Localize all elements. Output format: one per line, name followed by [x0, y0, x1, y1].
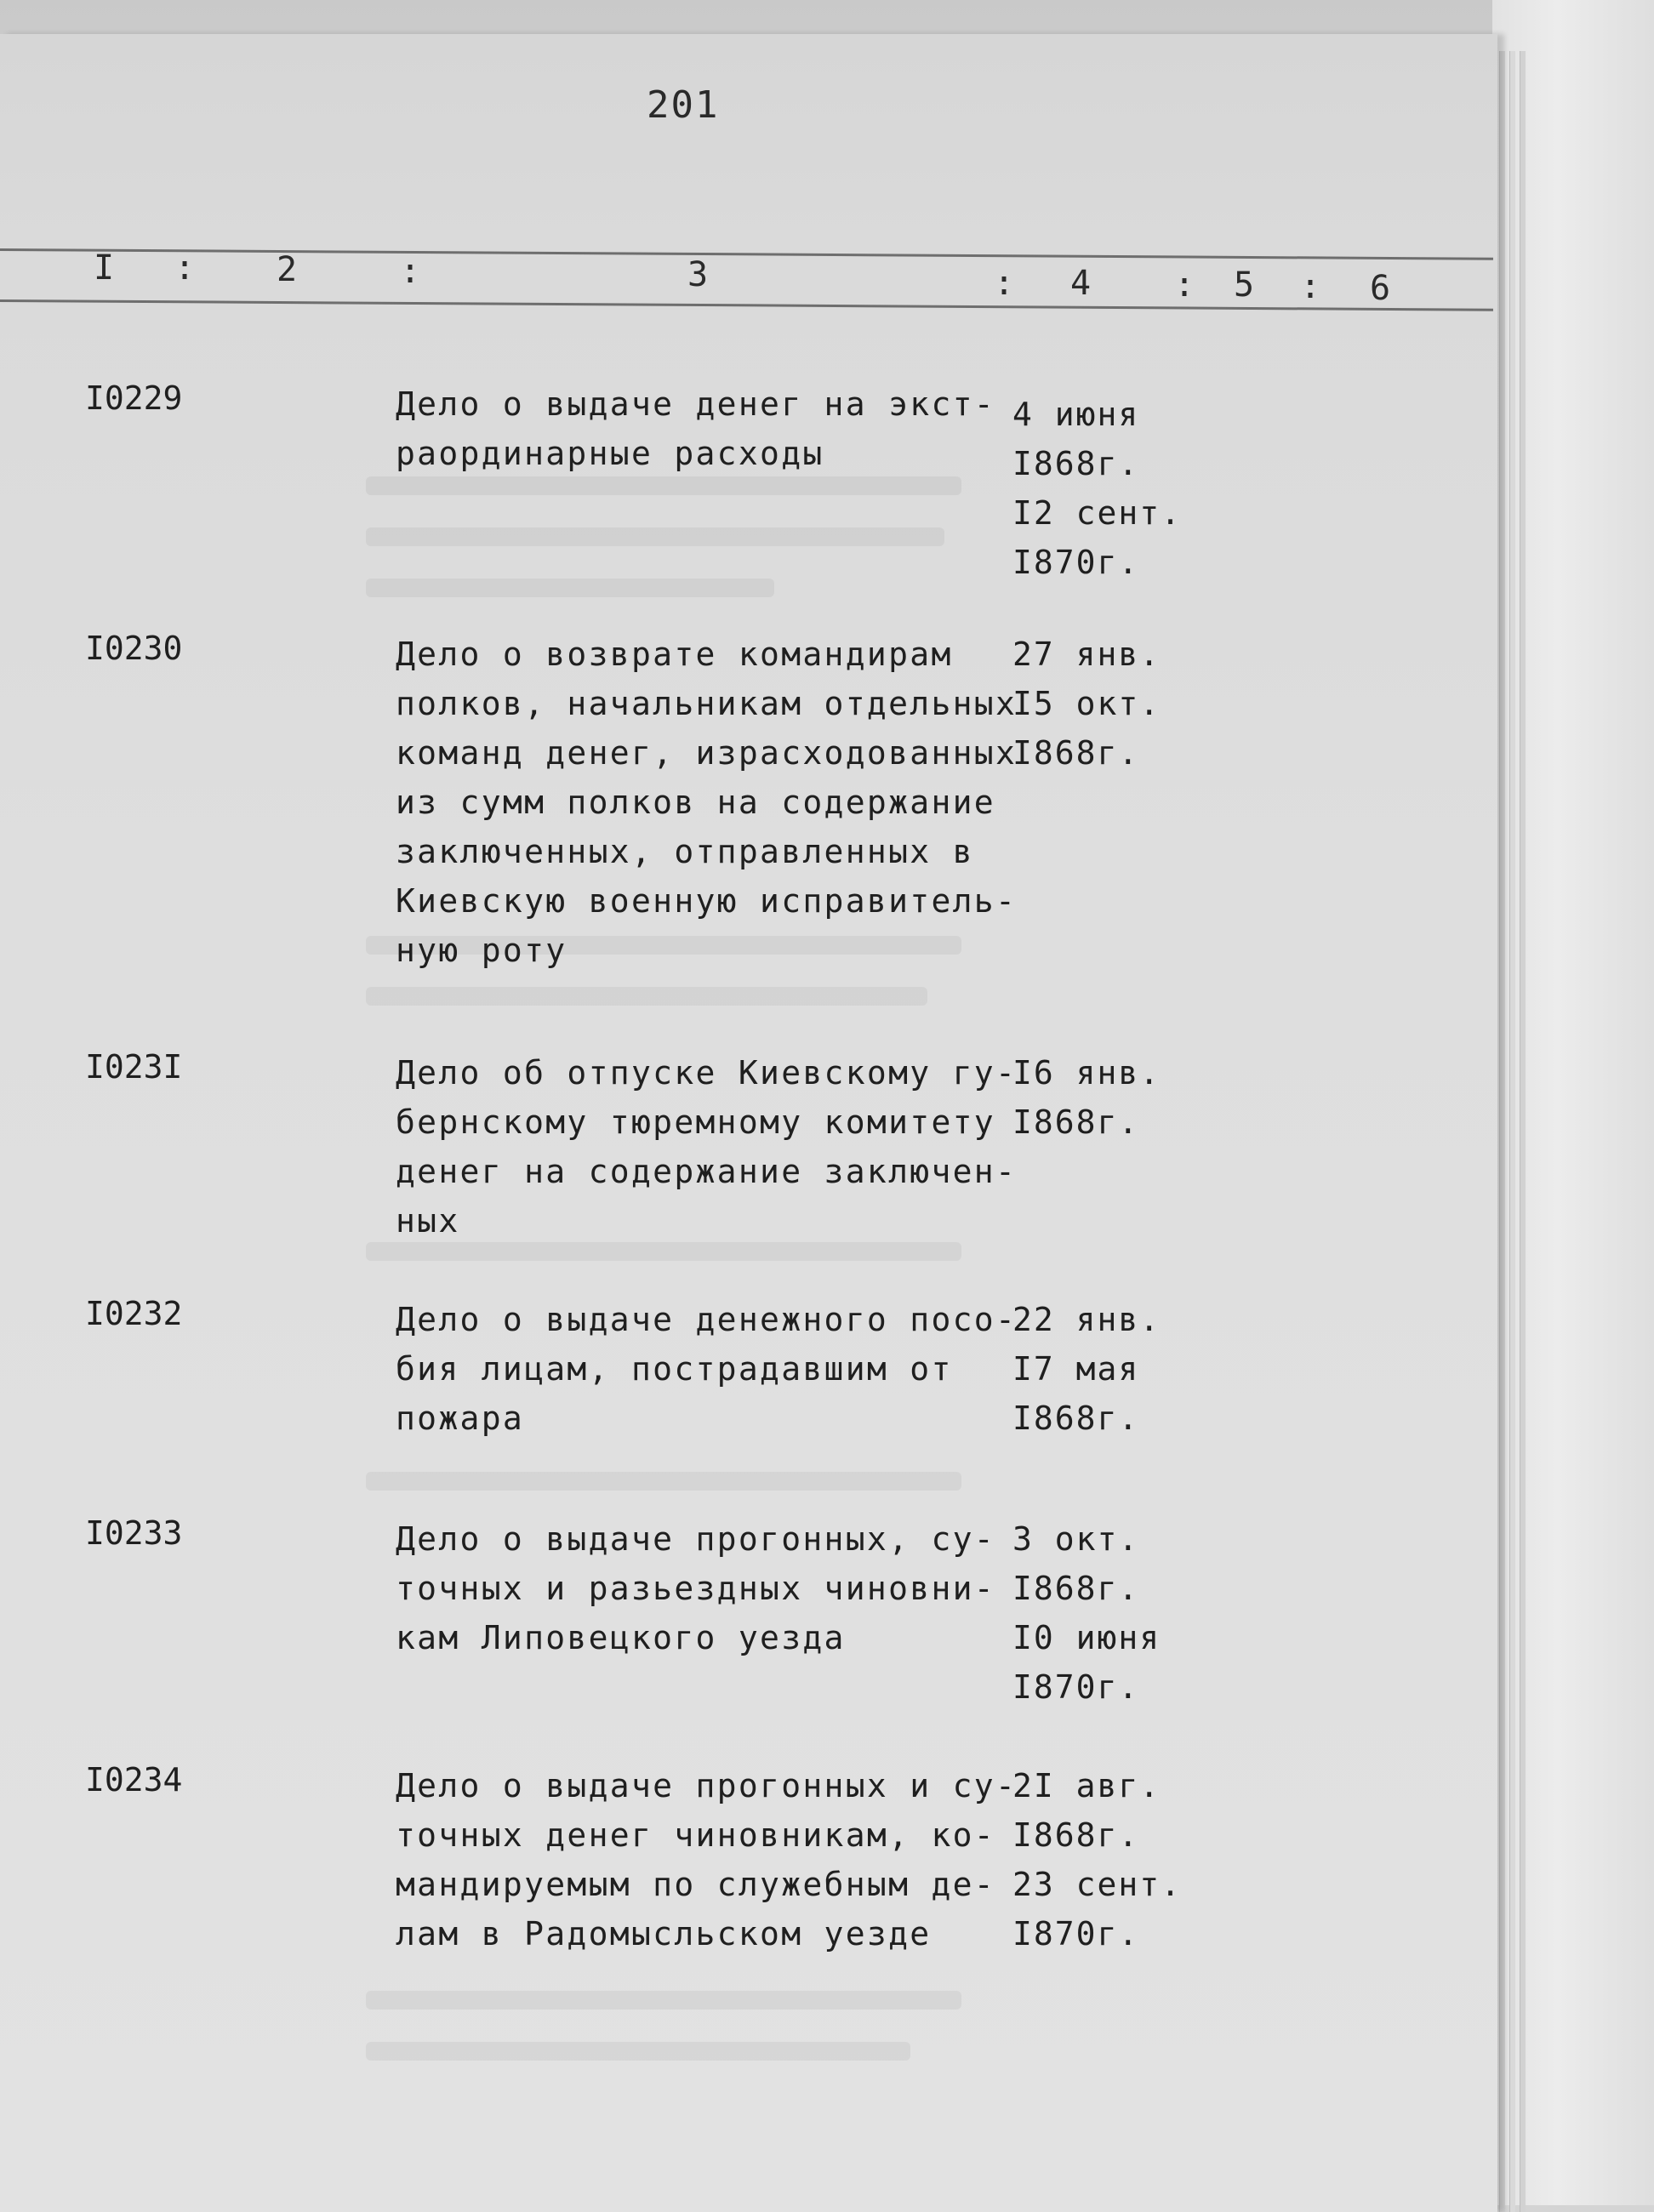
- page-stack-edge: [1509, 51, 1515, 2212]
- date-line: I868г.: [1012, 1816, 1140, 1854]
- date-line: I868г.: [1012, 445, 1140, 482]
- bleed-through-mark: [366, 1472, 961, 1491]
- title-line: точных и разьездных чиновни-: [396, 1570, 995, 1607]
- entry-number: I0230: [85, 630, 183, 667]
- entry-title: [396, 1514, 1008, 1662]
- title-line: Дело о возврате командирам: [396, 636, 953, 673]
- entry-number: I0229: [85, 379, 183, 417]
- title-line: заключенных, отправленных в: [396, 833, 974, 870]
- date-line: I868г.: [1012, 1400, 1140, 1437]
- entry-dates: [1012, 1514, 1225, 1712]
- title-line: Дело о выдаче прогонных, су-: [396, 1520, 995, 1558]
- date-line: I870г.: [1012, 1915, 1140, 1953]
- title-line: пожара: [396, 1400, 525, 1437]
- page-stack-edge: [1499, 51, 1505, 2212]
- date-line: 23 сент.: [1012, 1866, 1183, 1903]
- title-line: из сумм полков на содержание: [396, 784, 995, 821]
- title-line: Дело о выдаче денежного посо-: [396, 1301, 1018, 1338]
- column-separator: :: [994, 264, 1015, 303]
- entry-number: I0232: [85, 1295, 183, 1332]
- entry-number: I023I: [85, 1048, 183, 1086]
- date-line: 22 янв.: [1012, 1301, 1161, 1338]
- title-line: Дело о выдаче денег на экст-: [396, 385, 995, 423]
- column-header-3: 3: [687, 255, 709, 294]
- title-line: точных денег чиновникам, ко-: [396, 1816, 995, 1854]
- column-separator: :: [400, 252, 421, 291]
- title-line: бернскому тюремному комитету: [396, 1103, 995, 1141]
- title-line: команд денег, израсходованных: [396, 734, 1018, 772]
- bleed-through-mark: [366, 579, 774, 597]
- entry-title: [396, 1295, 1018, 1443]
- title-line: полков, начальникам отдельных: [396, 685, 1018, 722]
- entry-title: [396, 1048, 1018, 1246]
- entry-title: [396, 1761, 1018, 1958]
- date-line: I5 окт.: [1012, 685, 1161, 722]
- column-header-4: 4: [1070, 264, 1092, 303]
- column-header-5: 5: [1234, 265, 1255, 305]
- title-line: Дело о выдаче прогонных и су-: [396, 1767, 1018, 1804]
- date-line: I2 сент.: [1012, 494, 1183, 532]
- date-line: I868г.: [1012, 1103, 1140, 1141]
- date-line: I0 июня: [1012, 1619, 1161, 1656]
- column-separator: :: [174, 248, 196, 288]
- entry-dates: [1012, 1048, 1225, 1147]
- date-line: I6 янв.: [1012, 1054, 1161, 1092]
- title-line: бия лицам, пострадавшим от: [396, 1350, 953, 1388]
- title-line: ных: [396, 1202, 460, 1240]
- title-line: денег на содержание заключен-: [396, 1153, 1018, 1190]
- date-line: I870г.: [1012, 1668, 1140, 1706]
- title-line: ную роту: [396, 932, 567, 969]
- bleed-through-mark: [366, 476, 961, 495]
- bleed-through-mark: [366, 527, 944, 546]
- entry-title: [396, 630, 1018, 975]
- entry-number: I0234: [85, 1761, 183, 1799]
- column-separator: :: [1300, 267, 1321, 306]
- column-header-1: I: [94, 248, 115, 288]
- title-line: мандируемым по служебным де-: [396, 1866, 995, 1903]
- date-line: I7 мая: [1012, 1350, 1140, 1388]
- entry-dates: [1012, 390, 1225, 587]
- column-header-2: 2: [277, 250, 298, 289]
- column-header-6: 6: [1370, 269, 1391, 308]
- entry-dates: [1012, 1295, 1225, 1443]
- bleed-through-mark: [366, 1991, 961, 2010]
- entry-title: [396, 379, 1008, 478]
- date-line: 4 июня: [1012, 396, 1140, 433]
- date-line: I870г.: [1012, 544, 1140, 581]
- title-line: Дело об отпуске Киевскому гу-: [396, 1054, 1018, 1092]
- page-number: 201: [647, 83, 720, 127]
- page-stack-edge: [1520, 51, 1526, 2212]
- title-line: раординарные расходы: [396, 435, 824, 472]
- bleed-through-mark: [366, 987, 927, 1006]
- entry-dates: [1012, 630, 1225, 778]
- column-separator: :: [1174, 265, 1195, 305]
- date-line: 2I авг.: [1012, 1767, 1161, 1804]
- date-line: I868г.: [1012, 734, 1140, 772]
- title-line: лам в Радомысльском уезде: [396, 1915, 932, 1953]
- date-line: 3 окт.: [1012, 1520, 1140, 1558]
- date-line: 27 янв.: [1012, 636, 1161, 673]
- title-line: Киевскую военную исправитель-: [396, 882, 1018, 920]
- entry-dates: [1012, 1761, 1225, 1958]
- entry-number: I0233: [85, 1514, 183, 1552]
- bleed-through-mark: [366, 2042, 910, 2061]
- page-edge-right: [1492, 0, 1654, 2205]
- date-line: I868г.: [1012, 1570, 1140, 1607]
- title-line: кам Липовецкого уезда: [396, 1619, 846, 1656]
